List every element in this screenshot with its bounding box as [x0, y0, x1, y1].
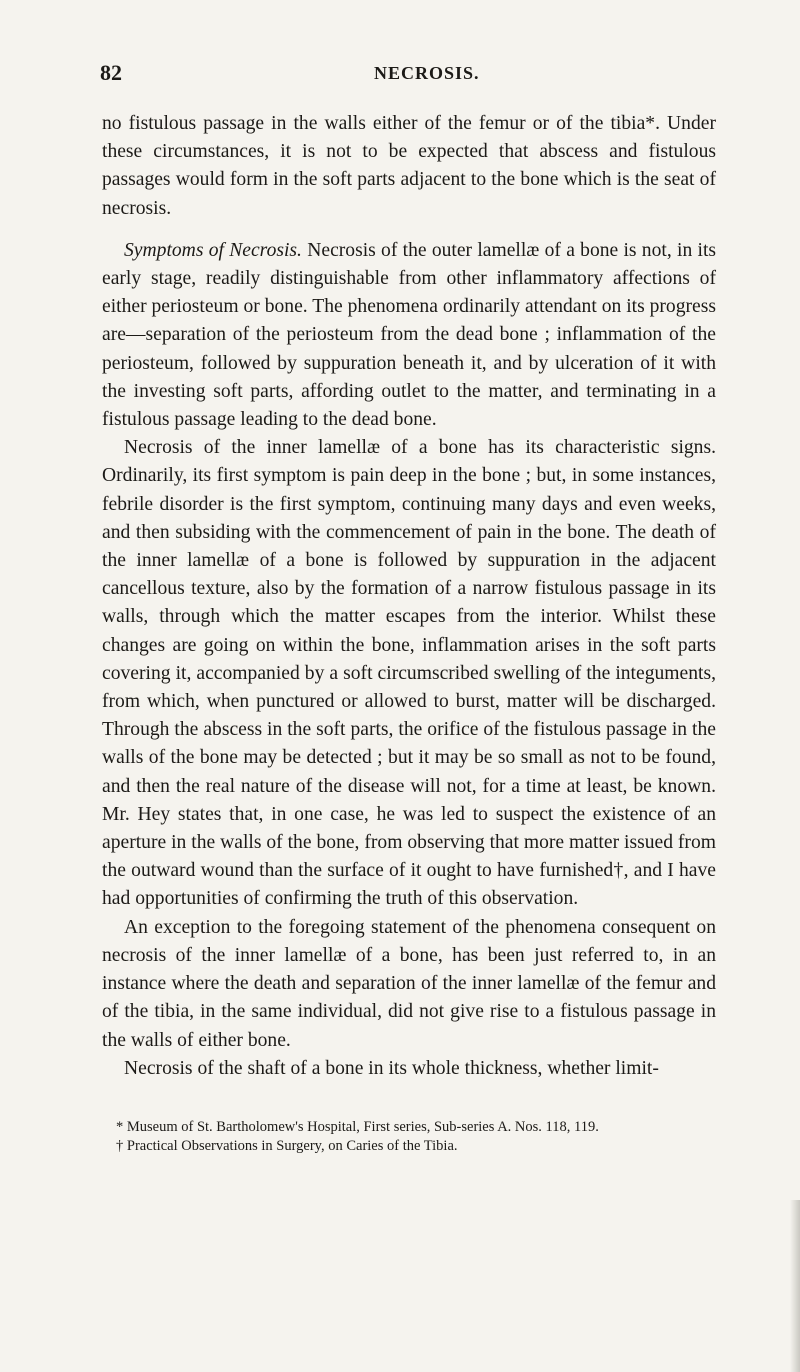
footnotes [102, 1118, 716, 1156]
paragraph-exception: An exception to the foregoing statement of the phenomena consequent on necrosis of the inner lamellæ of a bone, has been just referred to, in an instance where the death and separation of the inner lamellæ of the femur and of the tibia, in the same individual, did not give rise to a fistulous passage in the walls of either bone. [102, 916, 716, 1051]
page-number: 82 [100, 60, 122, 85]
running-head: NECROSIS. [374, 63, 480, 83]
paragraph-inner-lamellae: Necrosis of the inner lamellæ of a bone has its characteristic signs. Ordinarily, its first symptom is pain deep in the bone ; but, in some instances, febrile disorder is the first symptom, continuing many days and even weeks, and then subsiding with the commencement of pain in the bone. The death of the inner lamellæ of a bone is followed by suppuration in the adjacent cancellous texture, also by the formation of a narrow fistulous passage in its walls, through which the matter escapes from the interior. Whilst these changes are going on within the bone, inflammation arises in the soft parts covering it, accompanied by a soft circumscribed swelling of the integuments, from which, when punctured or allowed to burst, matter will be discharged. Through the abscess in the soft parts, the orifice of the fistulous passage in the walls of the bone may be detected ; but it may be so small as not to be found, and then the real nature of the disease will not, for a time at least, be known. Mr. Hey states that, in one case, he was led to suspect the existence of an aperture in the walls of the bone, from observing that more matter issued from the outward wound than the surface of it ought to have furnished†, and I have had opportunities of confirming the truth of this observation. [102, 437, 716, 910]
section-heading-symptoms: Symptoms of Necrosis. [124, 239, 302, 261]
paragraph-continuation: no fistulous passage in the walls either of the femur or of the tibia*. Under these circumstances, it is not to be expected that abscess and fistulous passages would form in the soft parts adjacent to the bone which is the seat of necrosis. [102, 113, 716, 219]
paragraph-shaft: Necrosis of the shaft of a bone in its whole thickness, whether limit- [124, 1057, 659, 1079]
page-edge-shadow [790, 1200, 800, 1372]
footnote-practical-observations: † Practical Observations in Surgery, on Caries of the Tibia. [116, 1138, 458, 1154]
paragraph-symptoms-text: Necrosis of the outer lamellæ of a bone is not, in its early stage, readily distinguishable from other inflammatory affections of either periosteum or bone. The phenomena ordinarily attendant on its progress are—separation of the periosteum from the dead bone ; inflammation of the periosteum, followed by suppuration beneath it, and by ulceration of it with the investing soft parts, affording outlet to the matter, and terminating in a fistulous passage leading to the dead bone. [102, 239, 717, 431]
body-text [102, 110, 716, 1083]
footnote-museum: * Museum of St. Bartholomew's Hospital, First series, Sub-series A. Nos. 118, 119. [116, 1119, 599, 1135]
page-header [100, 60, 720, 90]
paragraph-symptoms [102, 237, 716, 434]
